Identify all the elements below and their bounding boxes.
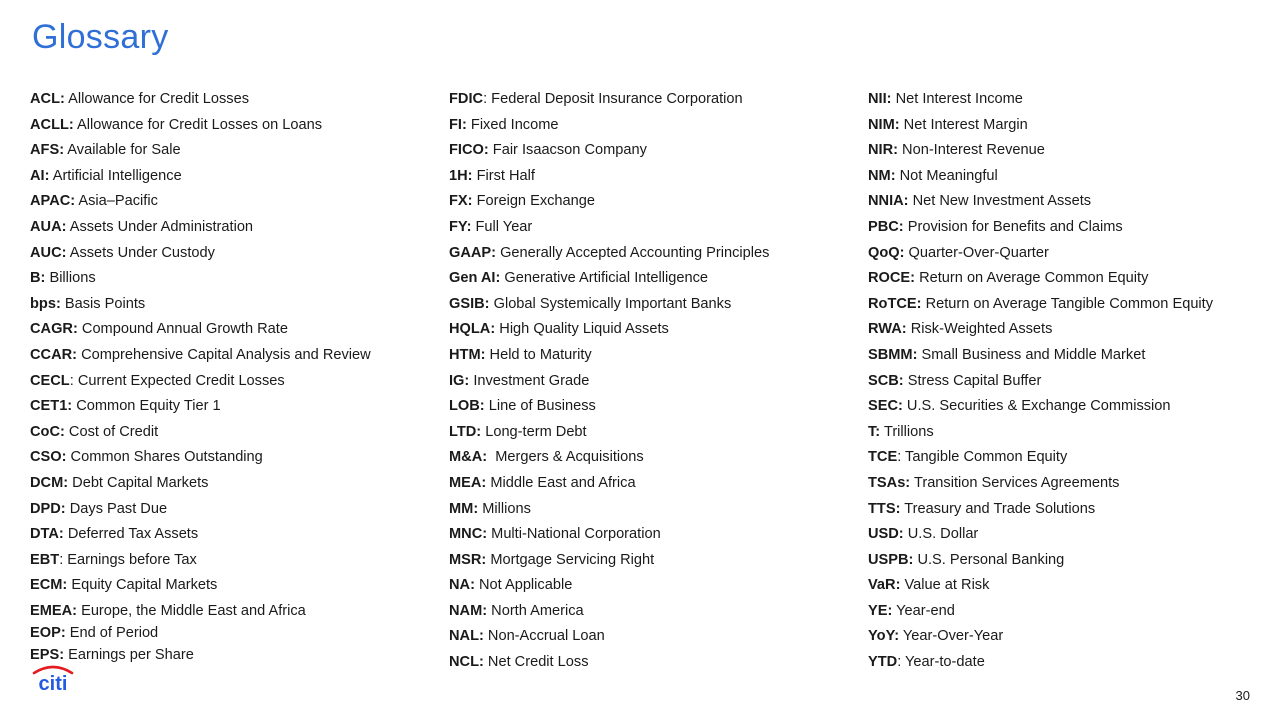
glossary-definition: : Federal Deposit Insurance Corporation [483,91,743,107]
glossary-column-3 [868,87,1268,676]
glossary-entry [449,113,849,139]
glossary-entry [449,599,849,625]
glossary-entry [30,522,430,548]
glossary-entry [868,164,1268,190]
glossary-term: T: [868,423,881,440]
glossary-term: GAAP: [449,244,497,261]
glossary-definition: Comprehensive Capital Analysis and Review [77,346,371,363]
glossary-definition: End of Period [65,625,159,642]
glossary-term: FY: [449,218,472,235]
glossary-term: FDIC [449,91,484,107]
glossary-definition: Deferred Tax Assets [63,526,199,543]
glossary-term: RWA: [868,321,907,338]
glossary-entry [449,317,849,343]
glossary-definition: Mergers & Acquisitions [487,449,644,466]
glossary-definition: Fixed Income [466,116,559,133]
glossary-entry [30,113,430,139]
glossary-definition: Asia–Pacific [75,193,158,210]
glossary-definition: Net Interest Income [891,91,1023,107]
glossary-definition: Value at Risk [900,577,990,594]
glossary-definition: Year-end [892,602,955,619]
glossary-definition: Millions [478,500,531,517]
glossary-term: B: [30,270,46,287]
glossary-entry [30,241,430,267]
glossary-definition: Stress Capital Buffer [903,372,1042,389]
glossary-definition: Generative Artificial Intelligence [500,270,709,287]
glossary-definition: Not Applicable [474,577,573,594]
glossary-column-1 [30,87,430,669]
glossary-definition: High Quality Liquid Assets [495,321,669,338]
glossary-term: CET1: [30,398,73,415]
glossary-term: NCL: [449,654,484,671]
glossary-definition: Non-Accrual Loan [483,628,605,645]
glossary-term: AUC: [30,244,67,261]
glossary-entry [868,548,1268,574]
glossary-entry [449,497,849,523]
glossary-term: NIR: [868,142,898,159]
glossary-definition: Non-Interest Revenue [898,142,1045,159]
glossary-entry [449,215,849,241]
glossary-entry [449,138,849,164]
glossary-term: 1H: [449,167,473,184]
glossary-term: VaR: [868,577,901,594]
glossary-term: GSIB: [449,295,490,312]
glossary-entry [868,471,1268,497]
glossary-entry [449,343,849,369]
glossary-definition: Common Equity Tier 1 [72,398,221,415]
glossary-definition: Quarter-Over-Quarter [904,244,1049,261]
glossary-term: YTD [868,654,898,671]
glossary-term: DCM: [30,474,69,491]
glossary-definition: Trillions [880,423,934,440]
glossary-definition: Transition Services Agreements [910,474,1120,491]
glossary-term: FX: [449,193,473,210]
glossary-definition: Billions [45,270,96,287]
glossary-entry [30,266,430,292]
glossary-definition: Fair Isaacson Company [488,142,647,159]
glossary-term: EOP: [30,625,66,642]
glossary-term: SEC: [868,398,903,415]
glossary-term: MM: [449,500,479,517]
glossary-entry [868,599,1268,625]
glossary-entry [449,471,849,497]
glossary-term: FI: [449,116,467,133]
glossary-term: CCAR: [30,346,78,363]
glossary-entry [868,317,1268,343]
glossary-definition: : Current Expected Credit Losses [69,372,285,389]
glossary-entry [868,394,1268,420]
glossary-entry [30,87,430,113]
glossary-definition: Artificial Intelligence [49,167,182,184]
glossary-term: EMEA: [30,602,78,619]
glossary-entry [868,445,1268,471]
glossary-entry [868,369,1268,395]
glossary-term: AI: [30,167,50,184]
glossary-definition: Assets Under Administration [66,218,254,235]
glossary-entry [449,241,849,267]
glossary-term: ECM: [30,577,68,594]
glossary-entry [30,497,430,523]
glossary-term: DTA: [30,526,64,543]
glossary-definition: Middle East and Africa [486,474,636,491]
glossary-term: M&A: [449,449,488,466]
glossary-entry [30,643,430,669]
glossary-term: CAGR: [30,321,78,338]
glossary-definition: Debt Capital Markets [68,474,209,491]
glossary-term: NII: [868,91,892,107]
glossary-definition: Full Year [471,218,533,235]
glossary-term: AUA: [30,218,67,235]
glossary-entry [30,164,430,190]
glossary-definition: Net New Investment Assets [908,193,1092,210]
glossary-entry [449,292,849,318]
glossary-entry [30,471,430,497]
glossary-definition: U.S. Securities & Exchange Commission [902,398,1171,415]
page-number: 30 [1235,688,1250,703]
glossary-entry [30,445,430,471]
glossary-entry [868,624,1268,650]
glossary-entry [449,266,849,292]
glossary-definition: Europe, the Middle East and Africa [77,602,306,619]
glossary-term: MSR: [449,551,487,568]
glossary-term: APAC: [30,193,76,210]
glossary-entry [449,624,849,650]
glossary-entry [30,573,430,599]
glossary-definition: Generally Accepted Accounting Principles [496,244,770,261]
glossary-term: QoQ: [868,244,905,261]
glossary-entry [868,138,1268,164]
glossary-entry [30,369,430,395]
glossary-definition: Not Meaningful [895,167,998,184]
glossary-entry [449,189,849,215]
glossary-definition: Basis Points [60,295,146,312]
glossary-term: TSAs: [868,474,911,491]
glossary-entry [30,138,430,164]
glossary-entry [868,343,1268,369]
glossary-entry [30,189,430,215]
glossary-term: CSO: [30,449,67,466]
glossary-entry [868,113,1268,139]
glossary-entry [868,420,1268,446]
glossary-entry [868,650,1268,676]
glossary-entry [449,164,849,190]
glossary-definition: First Half [472,167,535,184]
glossary-term: HTM: [449,346,486,363]
glossary-definition: Line of Business [484,398,596,415]
glossary-definition: : Year-to-date [897,654,985,671]
glossary-term: NNIA: [868,193,909,210]
glossary-entry [30,548,430,574]
glossary-entry [30,624,430,643]
glossary-definition: Foreign Exchange [472,193,596,210]
glossary-term: LOB: [449,398,485,415]
glossary-term: PBC: [868,218,904,235]
glossary-term: NAL: [449,628,484,645]
glossary-entry [868,241,1268,267]
glossary-entry [449,420,849,446]
page-title: Glossary [32,18,169,56]
glossary-definition: Return on Average Tangible Common Equity [921,295,1214,312]
glossary-term: MEA: [449,474,487,491]
glossary-definition: Risk-Weighted Assets [906,321,1053,338]
glossary-entry [449,87,849,113]
glossary-entry [868,522,1268,548]
glossary-entry [868,497,1268,523]
glossary-term: Gen AI: [449,270,501,287]
citi-logo-text: citi [38,673,68,692]
glossary-term: EPS: [30,647,65,664]
glossary-term: NA: [449,577,475,594]
glossary-definition: Allowance for Credit Losses on Loans [73,116,323,133]
glossary-term: ROCE: [868,270,916,287]
glossary-definition: Year-Over-Year [899,628,1004,645]
glossary-entry [30,292,430,318]
glossary-term: RoTCE: [868,295,922,312]
glossary-definition: Equity Capital Markets [67,577,218,594]
glossary-term: NAM: [449,602,488,619]
glossary-term: DPD: [30,500,66,517]
glossary-term: USD: [868,526,904,543]
glossary-definition: Multi-National Corporation [487,526,661,543]
glossary-term: ACLL: [30,116,74,133]
glossary-definition: Compound Annual Growth Rate [77,321,288,338]
glossary-term: NIM: [868,116,900,133]
glossary-definition: Allowance for Credit Losses [64,91,249,107]
glossary-entry [30,420,430,446]
glossary-definition: Mortgage Servicing Right [486,551,655,568]
glossary-term: SBMM: [868,346,918,363]
glossary-entry [30,599,430,625]
glossary-definition: Provision for Benefits and Claims [903,218,1123,235]
glossary-definition: Long-term Debt [481,423,587,440]
glossary-definition: North America [487,602,584,619]
glossary-definition: Return on Average Common Equity [915,270,1149,287]
glossary-entry [449,650,849,676]
glossary-definition: U.S. Personal Banking [913,551,1065,568]
glossary-term: ACL: [30,91,65,107]
glossary-definition: Assets Under Custody [66,244,215,261]
glossary-entry [868,87,1268,113]
glossary-term: CoC: [30,423,65,440]
glossary-definition: Investment Grade [469,372,590,389]
glossary-entry [449,369,849,395]
glossary-term: SCB: [868,372,904,389]
glossary-entry [449,548,849,574]
glossary-entry [30,317,430,343]
glossary-entry [868,266,1268,292]
glossary-entry [449,445,849,471]
glossary-term: AFS: [30,142,65,159]
glossary-entry [449,394,849,420]
glossary-term: bps: [30,295,61,312]
glossary-term: FICO: [449,142,489,159]
glossary-definition: Earnings per Share [64,647,194,664]
glossary-entry [449,573,849,599]
glossary-definition: Days Past Due [65,500,168,517]
glossary-term: EBT [30,551,60,568]
citi-logo [30,664,76,692]
glossary-entry [30,394,430,420]
glossary-definition: Treasury and Trade Solutions [900,500,1096,517]
glossary-term: IG: [449,372,470,389]
glossary-entry [30,215,430,241]
glossary-term: HQLA: [449,321,496,338]
glossary-definition: : Earnings before Tax [59,551,197,568]
glossary-entry [449,522,849,548]
glossary-entry [868,292,1268,318]
glossary-term: MNC: [449,526,488,543]
glossary-entry [30,343,430,369]
glossary-term: TTS: [868,500,901,517]
glossary-entry [868,573,1268,599]
glossary-definition: U.S. Dollar [903,526,979,543]
glossary-definition: Cost of Credit [64,423,159,440]
glossary-entry [868,189,1268,215]
glossary-definition: Available for Sale [64,142,181,159]
glossary-term: LTD: [449,423,482,440]
glossary-term: CECL [30,372,70,389]
glossary-term: YE: [868,602,893,619]
glossary-term: NM: [868,167,896,184]
glossary-definition: Net Credit Loss [483,654,589,671]
glossary-definition: Net Interest Margin [899,116,1028,133]
glossary-term: USPB: [868,551,914,568]
glossary-definition: Global Systemically Important Banks [489,295,732,312]
glossary-term: TCE [868,449,898,466]
glossary-definition: : Tangible Common Equity [897,449,1068,466]
glossary-definition: Small Business and Middle Market [917,346,1146,363]
glossary-term: YoY: [868,628,900,645]
glossary-entry [868,215,1268,241]
glossary-column-2 [449,87,849,676]
glossary-definition: Held to Maturity [485,346,592,363]
glossary-definition: Common Shares Outstanding [66,449,263,466]
